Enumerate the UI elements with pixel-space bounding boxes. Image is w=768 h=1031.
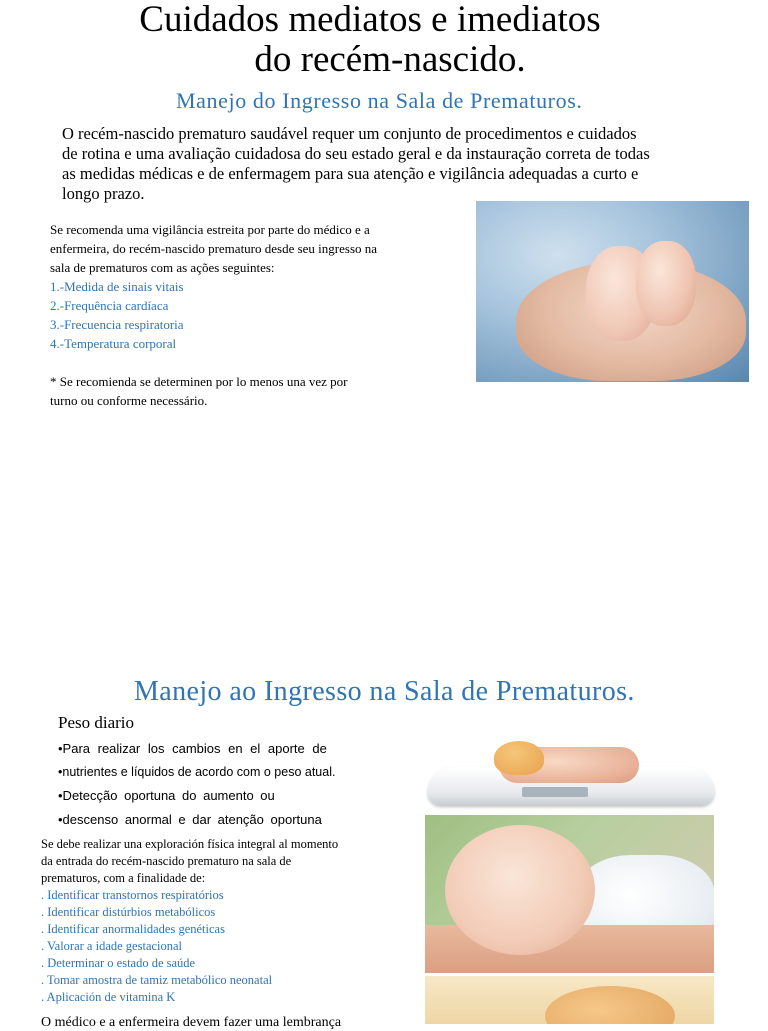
page-title [0,0,740,80]
slide2-paragraph [41,836,351,1006]
bullet-item: •Para realizar los cambios en el aporte de [58,741,327,756]
scale-display-shape [522,787,588,797]
list-item: . Identificar anormalidades genéticas [41,922,225,936]
slide1-paragraph-text: Se recomenda uma vigilância estreita por parte do médico e a enfermeira, do recém-nascido prematuro desde seu ingresso na sala de prematuros com as ações seguintes: [50,222,378,275]
list-item: 1.-Medida de sinais vitais [50,279,184,294]
slide2-subtitle: Manejo ao Ingresso na Sala de Prematuros. [134,676,635,707]
list-item: . Aplicación de vitamina K [41,990,176,1004]
slide1-intro: O recém-nascido prematuro saudável requer um conjunto de procedimentos e cuidados de rotina e uma avaliação cuidadosa do seu estado geral e da instauração correta de todas as medidas médicas e de enfermagem para sua atenção e vigilância adequadas a curto e longo prazo. [62,124,650,203]
list-item: . Identificar transtornos respiratórios [41,888,224,902]
slide1-note: * Se recomienda se determinen por lo menos una vez por turno ou conforme necessário. [50,374,348,408]
bullet-item: •Detecção oportuna do aumento ou [58,788,275,803]
photo-shape [545,986,675,1024]
slide2-exam-list [41,887,351,1006]
sleeping-baby-photo [425,815,714,973]
slide1-subtitle: Manejo do Ingresso na Sala de Prematuros. [176,88,583,113]
slide1-paragraph [50,220,390,410]
slide1-vitals-list [50,277,390,353]
slide2-bullets [58,737,368,831]
slide2-cut-line: O médico e a enfermeira devem fazer uma lembrança [41,1015,342,1030]
foot-shape [636,241,696,326]
list-item: 3.-Frecuencia respiratoria [50,317,184,332]
list-item: . Identificar distúrbios metabólicos [41,905,216,919]
baby-bath-photo [425,976,714,1024]
title-line-1: Cuidados mediatos e imediatos [139,0,601,40]
list-item: 4.-Temperatura corporal [50,336,177,351]
list-item: 2.-Frequência cardíaca [50,298,169,313]
slide2-paragraph-text: Se debe realizar una exploración física integral al momento da entrada do recém-nascido prematuro na sala de prematuros, com a finalidade de: [41,837,339,885]
baby-face-shape [445,825,595,955]
baby-on-scale-photo [424,735,718,810]
list-item: . Tomar amostra de tamiz metabólico neonatal [41,973,273,987]
bullet-item: •descenso anormal e dar atenção oportuna [58,811,322,827]
baby-feet-photo [476,201,749,382]
list-item: . Valorar a idade gestacional [41,939,183,953]
list-item: . Determinar o estado de saúde [41,956,196,970]
bullet-item: •nutrientes e líquidos de acordo com o peso atual. [58,764,336,779]
title-line-2: do recém-nascido. [254,39,526,80]
slide2-heading: Peso diario [58,713,135,732]
baby-hat-shape [494,741,544,775]
